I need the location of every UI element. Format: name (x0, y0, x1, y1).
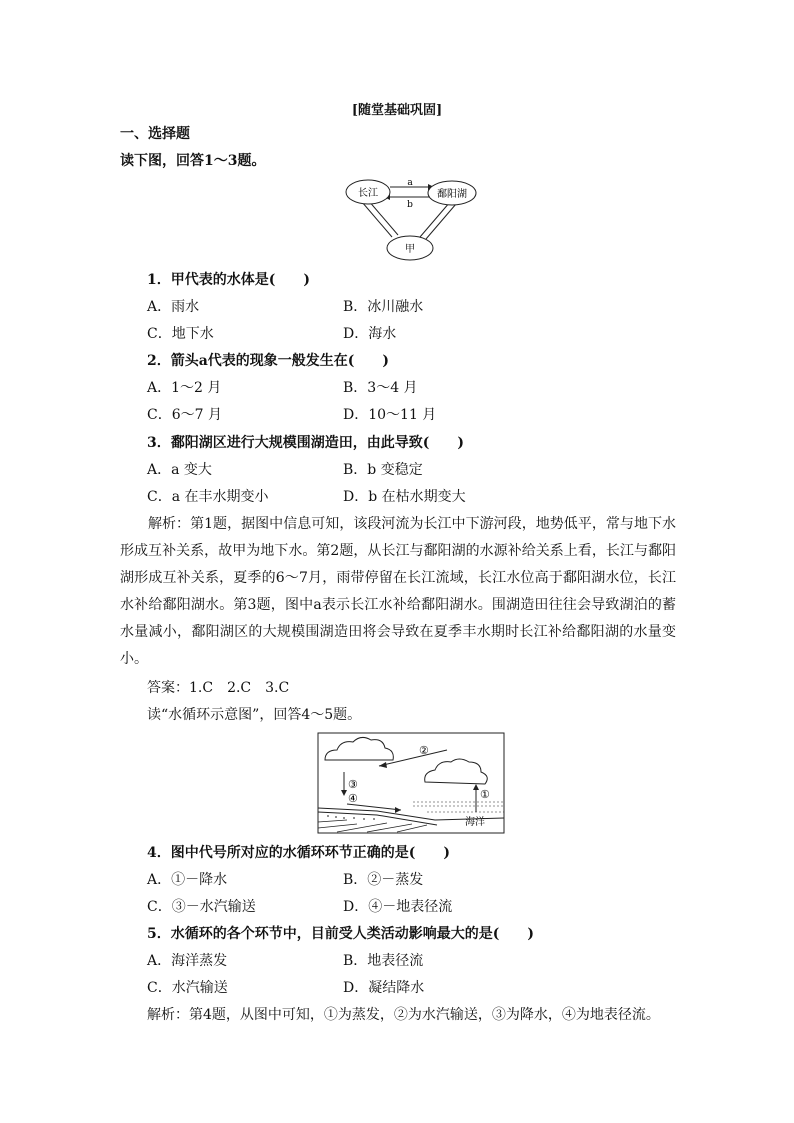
question-5-option-c: C．水汽输送 (147, 980, 228, 996)
question-2-option-c: C．6～7 月 (147, 407, 222, 423)
question-5-option-b: B．地表径流 (343, 953, 424, 969)
question-1-option-a: A．雨水 (147, 299, 200, 315)
question-1-option-b: B．冰川融水 (343, 299, 424, 315)
node-poyang-label: 鄱阳湖 (437, 189, 467, 200)
node-jia-label: 甲 (405, 244, 415, 255)
question-3-option-d: D．b 在枯水期变大 (343, 489, 466, 505)
label-4: ④ (348, 792, 358, 805)
question-4-option-c: C．③－水汽输送 (147, 899, 256, 915)
question-2-option-d: D．10～11 月 (343, 407, 437, 423)
answer-line: 答案：1.C 2.C 3.C (147, 680, 290, 696)
water-cycle-diagram (317, 732, 505, 834)
question-2-stem: 2．箭头a代表的现象一般发生在( ) (147, 353, 390, 369)
question-5-option-d: D．凝结降水 (343, 980, 425, 996)
question-3-stem: 3．鄱阳湖区进行大规模围湖造田，由此导致( ) (147, 435, 464, 451)
label-1: ① (480, 788, 490, 801)
question-3-option-c: C．a 在丰水期变小 (147, 489, 269, 505)
analysis-paragraph-2: 解析：第4题，从图中可知，①为蒸发，②为水汽输送，③为降水，④为地表径流。 (147, 1007, 660, 1023)
section-header: [随堂基础巩固] (351, 103, 443, 118)
analysis-paragraph-1: 解析：第1题，据图中信息可知，该段河流为长江中下游河段，地势低平，常与地下水形成互补关系，故甲为地下水。第2题，从长江与鄱阳湖的水源补给关系上看，长江与鄱阳湖形成互补关系，夏季的6～7月，雨带停留在长江流域，长江水位高于鄱阳湖水位，长江水补给鄱阳湖水。第3题，图中a表示长江水补给鄱阳湖水。围湖造田往往会导致湖泊的蓄水量减小，鄱阳湖区的大规模围湖造田将会导致在夏季丰水期时长江补给鄱阳湖的水量变小。 (120, 516, 676, 667)
question-2-option-a: A．1～2 月 (147, 380, 222, 396)
question-5-stem: 5．水循环的各个环节中，目前受人类活动影响最大的是( ) (147, 926, 534, 942)
question-5-option-a: A．海洋蒸发 (147, 953, 228, 969)
question-3-option-b: B．b 变稳定 (343, 462, 423, 478)
section-title: 一、选择题 (120, 126, 190, 142)
question-4-option-b: B．②－蒸发 (343, 872, 424, 888)
node-yangtze-label: 长江 (358, 188, 378, 199)
question-1-option-c: C．地下水 (147, 326, 214, 342)
question-intro: 读下图，回答1～3题。 (120, 153, 266, 169)
sea-label: 海洋 (465, 817, 485, 828)
water-relation-diagram (340, 174, 480, 264)
arrow-a-label: a (407, 178, 413, 188)
question-intro-2: 读“水循环示意图”，回答4～5题。 (147, 707, 362, 723)
label-2: ② (419, 744, 429, 757)
question-4-option-d: D．④－地表径流 (343, 899, 453, 915)
label-3: ③ (348, 778, 358, 791)
question-4-option-a: A．①－降水 (147, 872, 228, 888)
question-1-option-d: D．海水 (343, 326, 397, 342)
question-2-option-b: B．3～4 月 (343, 380, 418, 396)
question-3-option-a: A．a 变大 (147, 462, 212, 478)
question-1-stem: 1．甲代表的水体是( ) (147, 272, 310, 288)
arrow-b-label: b (407, 200, 413, 210)
question-4-stem: 4．图中代号所对应的水循环环节正确的是( ) (147, 845, 450, 861)
